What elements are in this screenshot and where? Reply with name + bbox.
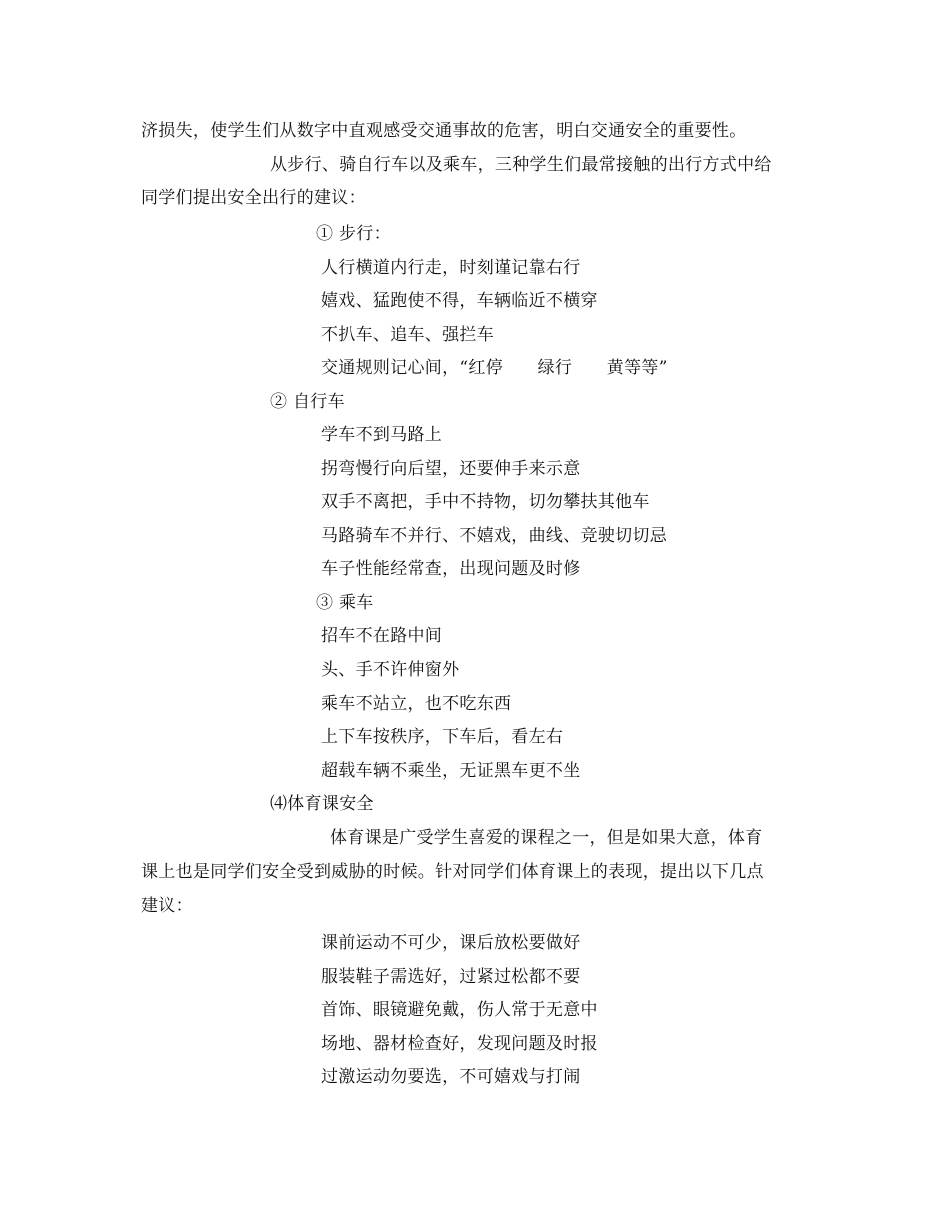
intro-paragraph-line-2: 同学们提出安全出行的建议： xyxy=(141,188,366,208)
pe-heading: ⑷体育课安全 xyxy=(270,794,374,814)
intro-tail-text: 济损失，使学生们从数字中直观感受交通事故的危害，明白交通安全的重要性。 xyxy=(141,121,747,141)
bicycle-item: 拐弯慢行向后望，还要伸手来示意 xyxy=(321,459,581,479)
riding-item: 招车不在路中间 xyxy=(321,626,443,646)
pe-paragraph-line-1: 体育课是广受学生喜爱的课程之一，但是如果大意，体育 xyxy=(330,828,763,848)
pe-item: 首饰、眼镜避免戴，伤人常于无意中 xyxy=(321,1000,598,1020)
bicycle-item: 马路骑车不并行、不嬉戏，曲线、竞驶切切忌 xyxy=(321,526,667,546)
riding-item: 超载车辆不乘坐，无证黑车更不坐 xyxy=(321,761,581,781)
pe-item: 过激运动勿要选，不可嬉戏与打闹 xyxy=(321,1067,581,1087)
pe-item: 服装鞋子需选好，过紧过松都不要 xyxy=(321,967,581,987)
pe-item: 场地、器材检查好，发现问题及时报 xyxy=(321,1034,598,1054)
bicycle-item: 学车不到马路上 xyxy=(321,425,443,445)
walking-item: 人行横道内行走，时刻谨记靠右行 xyxy=(321,258,581,278)
riding-item: 上下车按秩序，下车后，看左右 xyxy=(321,727,564,747)
riding-item: 乘车不站立，也不吃东西 xyxy=(321,694,512,714)
riding-item: 头、手不许伸窗外 xyxy=(321,660,460,680)
pe-paragraph-line-3: 建议： xyxy=(141,896,193,916)
pe-paragraph-line-2: 课上也是同学们安全受到威胁的时候。针对同学们体育课上的表现，提出以下几点 xyxy=(141,862,764,882)
bicycle-heading: ② 自行车 xyxy=(270,392,345,412)
bicycle-item: 双手不离把，手中不持物，切勿攀扶其他车 xyxy=(321,492,650,512)
intro-paragraph-line-1: 从步行、骑自行车以及乘车，三种学生们最常接触的出行方式中给 xyxy=(270,155,772,175)
pe-item: 课前运动不可少，课后放松要做好 xyxy=(321,933,581,953)
riding-heading: ③ 乘车 xyxy=(316,593,374,613)
walking-item: 交通规则记心间，“红停 绿行 黄等等” xyxy=(321,358,668,378)
walking-heading: ① 步行： xyxy=(316,224,391,244)
bicycle-item: 车子性能经常查，出现问题及时修 xyxy=(321,559,581,579)
walking-item: 嬉戏、猛跑使不得，车辆临近不横穿 xyxy=(321,291,598,311)
walking-item: 不扒车、追车、强拦车 xyxy=(321,325,494,345)
